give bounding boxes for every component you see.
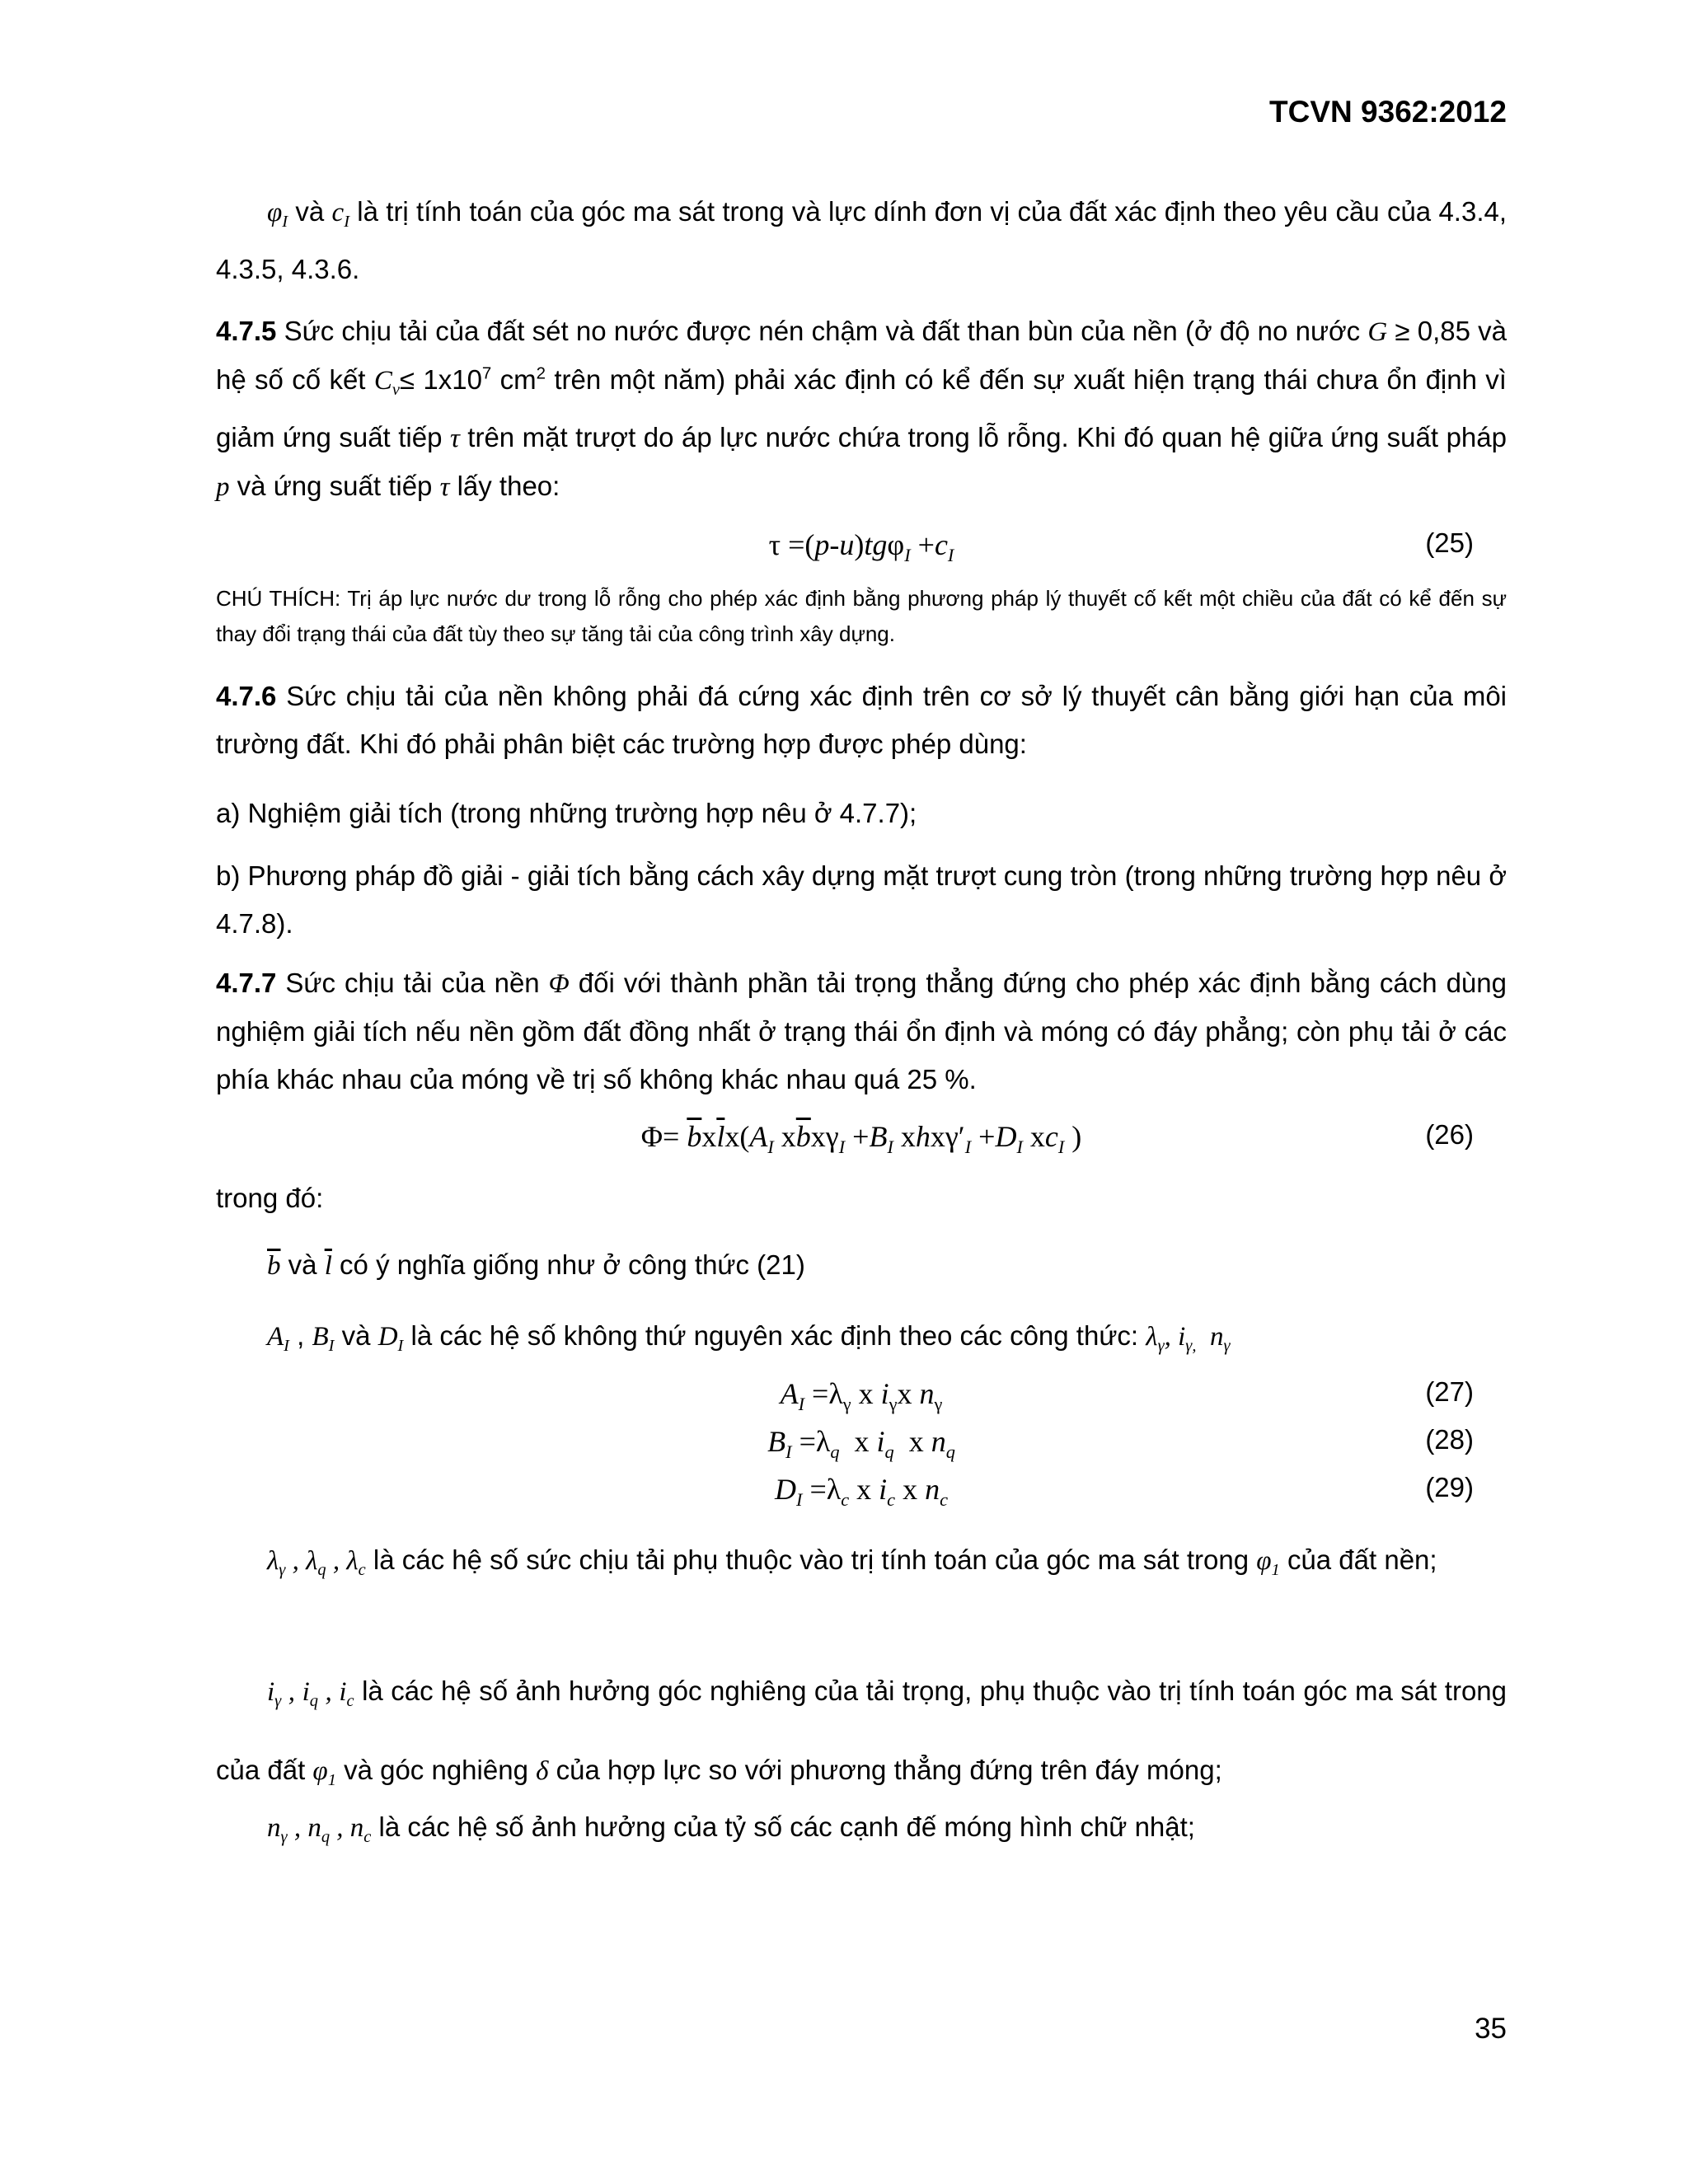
phi-c-definition-text: là trị tính toán của góc ma sát trong và lực dính đơn vị của đất xác định theo yêu cầu của 4.3.4, 4.3.5, 4.3.6. bbox=[216, 196, 1507, 285]
lambda-symbols: $\lambda_\gamma$ , $\lambda_q$ , $\lambda_c$ bbox=[267, 1546, 366, 1580]
list-item-b: b) Phương pháp đồ giải - giải tích bằng cách xây dựng mặt trượt cung tròn (trong những trường hợp nêu ở 4.7.8). bbox=[216, 860, 1507, 939]
section-text-part: Sức chịu tải của đất sét no nước được nén chậm và đất than bùn của nền (ở độ no nước bbox=[284, 316, 1361, 346]
exponent: 2 bbox=[536, 363, 546, 383]
definition-text: có ý nghĩa giống như ở công thức (21) bbox=[340, 1249, 805, 1280]
paragraph-phi-c-definition bbox=[216, 188, 1507, 293]
definition-b-l bbox=[216, 1241, 1507, 1290]
section-number: 4.7.5 bbox=[216, 316, 277, 346]
b-bar-symbol: $\overline{b}$ bbox=[267, 1251, 281, 1281]
saturation-symbol: G bbox=[1367, 317, 1388, 347]
and-word: và bbox=[295, 196, 325, 227]
a-symbol: $A_I$ bbox=[267, 1322, 289, 1356]
section-number: 4.7.6 bbox=[216, 681, 277, 711]
and-word: và bbox=[288, 1249, 317, 1280]
b-symbol: $B_I$ bbox=[312, 1322, 335, 1356]
equation-number: (28) bbox=[1425, 1424, 1474, 1455]
phi-1-symbol: $\varphi_1$ bbox=[312, 1756, 336, 1790]
definition-text: là các hệ số ảnh hưởng của tỷ số các cạnh đế móng hình chữ nhật; bbox=[378, 1811, 1195, 1842]
equation-number: (26) bbox=[1425, 1119, 1474, 1150]
c-symbol: $c_I$ bbox=[331, 198, 349, 232]
tau-symbol: τ bbox=[439, 472, 450, 503]
section-4-7-5 bbox=[216, 307, 1507, 511]
definition-text-part: của hợp lực so với phương thẳng đứng trên đáy móng; bbox=[556, 1755, 1222, 1786]
note-pore-pressure: CHÚ THÍCH: Trị áp lực nước dư trong lỗ rỗng cho phép xác định bằng phương pháp lý thuyết cố kết một chiều của đất có kể đến sự thay đổi trạng thái của đất tùy theo sự tăng tải của công trình xây dựng. bbox=[216, 586, 1507, 646]
where-label: trong đó: bbox=[216, 1183, 324, 1213]
section-text-part: đối với thành phần tải trọng thẳng đứng cho phép xác định bằng cách dùng nghiệm giải tích nếu nền gồm đất đồng nhất ở trạng thái ổn định và móng có đáy phẳng; còn phụ tải ở các phía khác nhau của móng về trị số không khác nhau quá 25 %. bbox=[216, 968, 1507, 1094]
definition-text-part: là các hệ số sức chịu tải phụ thuộc vào trị tính toán của góc ma sát trong bbox=[373, 1544, 1250, 1575]
phi-capital-symbol: Φ bbox=[548, 969, 570, 999]
section-text-part: Sức chịu tải của nền bbox=[285, 968, 540, 998]
equation-28 bbox=[216, 1424, 1507, 1464]
equation-29 bbox=[216, 1472, 1507, 1511]
equation-27 bbox=[216, 1376, 1507, 1416]
phi-1-symbol: $\varphi_1$ bbox=[1256, 1546, 1280, 1580]
section-text: Sức chịu tải của nền không phải đá cứng xác định trên cơ sở lý thuyết cân bằng giới hạn của môi trường đất. Khi đó phải phân biệt các trường hợp được phép dùng: bbox=[216, 681, 1507, 759]
l-bar-symbol: $\overline{l}$ bbox=[324, 1251, 332, 1281]
phi-symbol: $\varphi_I$ bbox=[267, 198, 288, 232]
definition-text-part: của đất nền; bbox=[1287, 1544, 1437, 1575]
section-number: 4.7.7 bbox=[216, 968, 277, 998]
section-text-part: ≥ 0,85 và hệ số cố kết bbox=[216, 316, 1507, 395]
section-4-7-7 bbox=[216, 959, 1507, 1104]
exponent: 7 bbox=[481, 363, 492, 383]
definition-a-b-d: $A_I$ , $B_I$ và $D_I$ là các hệ số không thứ nguyên xác định theo các công thức: $\lambda_\gamma$, $i_{\gamma,}$ $n_\gamma$ bbox=[267, 1320, 1231, 1356]
equation-formula: $B_I =\lambda_q$ x $i_q$ x $n_q$ bbox=[767, 1425, 955, 1462]
list-item-a: a) Nghiệm giải tích (trong những trường hợp nêu ở 4.7.7); bbox=[216, 798, 917, 828]
definition-text: là các hệ số không thứ nguyên xác định theo các công thức: bbox=[410, 1320, 1139, 1351]
equation-formula: $\Phi= \overline{b}x\overline{l}x(A_I$ $x\overline{b}x\gamma_I +B_I$ $xhx\gamma'_I +D_I$ $xc_I$ ) bbox=[640, 1120, 1082, 1157]
definition-n bbox=[216, 1803, 1507, 1861]
section-text-part: trên một năm) phải xác định có kể đến sự xuất hiện trạng thái chưa ổn định vì giảm ứng suất tiếp bbox=[216, 364, 1507, 453]
section-text-part: trên mặt trượt do áp lực nước chứa trong lỗ rỗng. Khi đó quan hệ giữa ứng suất pháp bbox=[467, 422, 1507, 453]
n-symbols: $n_\gamma$ , $n_q$ , $n_c$ bbox=[267, 1813, 372, 1847]
definition-lambda bbox=[216, 1531, 1507, 1599]
section-text-part: lấy theo: bbox=[457, 471, 560, 502]
definition-text-part: là các hệ số ảnh hưởng góc nghiêng của tải trọng, phụ thuộc vào trị tính toán góc ma sát trong của đất bbox=[216, 1675, 1507, 1786]
equation-25 bbox=[216, 527, 1507, 567]
equation-number: (25) bbox=[1425, 527, 1474, 558]
definition-text-part: và góc nghiêng bbox=[344, 1755, 528, 1786]
section-text-part: ≤ 1x10 bbox=[399, 364, 482, 395]
page-number: 35 bbox=[1475, 2013, 1507, 2045]
unit-text: cm bbox=[499, 364, 537, 395]
and-word: và bbox=[341, 1320, 371, 1351]
definition-i bbox=[216, 1657, 1507, 1815]
equation-number: (29) bbox=[1425, 1472, 1474, 1502]
consolidation-symbol: $C_v$ bbox=[373, 366, 400, 400]
equation-formula: $\tau =(p-u)tg\varphi_I +c_I$ bbox=[768, 528, 954, 565]
standard-code-header: TCVN 9362:2012 bbox=[1269, 95, 1507, 129]
equation-number: (27) bbox=[1425, 1376, 1474, 1407]
d-symbol: $D_I$ bbox=[377, 1322, 404, 1356]
tau-symbol: τ bbox=[449, 424, 460, 454]
section-text-part: và ứng suất tiếp bbox=[237, 471, 433, 502]
p-symbol: p bbox=[216, 472, 230, 503]
delta-symbol: δ bbox=[536, 1756, 549, 1787]
equation-formula: $D_I =\lambda_c$ x $i_c$ x $n_c$ bbox=[775, 1473, 948, 1510]
coefficient-symbols: $\lambda_\gamma$, $i_{\gamma,}$ $n_\gamma$ bbox=[1146, 1322, 1231, 1356]
equation-formula: $A_I =\lambda_\gamma$ x $i_\gamma x$ $n_\gamma$ bbox=[780, 1377, 943, 1414]
i-symbols: $i_\gamma$ , $i_q$ , $i_c$ bbox=[267, 1677, 354, 1711]
section-4-7-6 bbox=[216, 673, 1507, 768]
equation-26 bbox=[216, 1119, 1507, 1159]
